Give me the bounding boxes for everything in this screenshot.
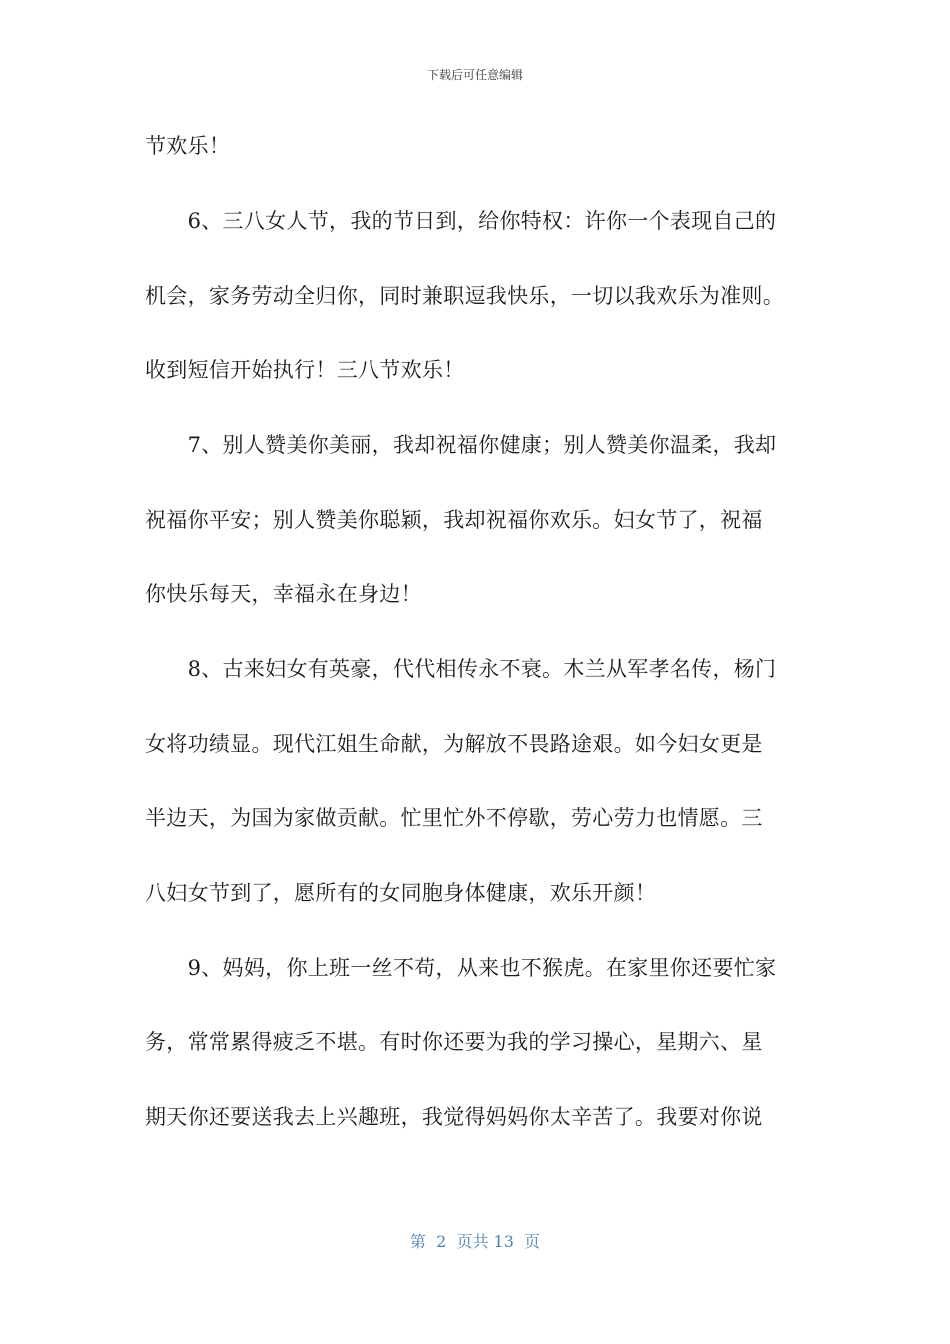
text-line: 期天你还要送我去上兴趣班，我觉得妈妈你太辛苦了。我要对你说 xyxy=(145,1105,763,1129)
text-line: 半边天，为国为家做贡献。忙里忙外不停歇，劳心劳力也情愿。三 xyxy=(145,806,763,830)
text-line: 务，常常累得疲乏不堪。有时你还要为我的学习操心，星期六、星 xyxy=(145,1030,763,1054)
text-line: 祝福你平安；别人赞美你聪颖，我却祝福你欢乐。妇女节了，祝福 xyxy=(145,508,763,532)
page-header: 下载后可任意编辑 xyxy=(426,68,523,82)
text-line: 八妇女节到了，愿所有的女同胞身体健康，欢乐开颜！ xyxy=(145,881,657,905)
text-line: 6、三八女人节，我的节日到，给你特权：许你一个表现自己的 xyxy=(145,209,777,233)
text-line: 9、妈妈，你上班一丝不苟，从来也不猴虎。在家里你还要忙家 xyxy=(145,956,777,980)
text-line: 女将功绩显。现代江姐生命献，为解放不畏路途艰。如今妇女更是 xyxy=(145,732,763,756)
text-line: 你快乐每天，幸福永在身边！ xyxy=(145,582,422,606)
text-line: 节欢乐！ xyxy=(145,134,231,158)
text-line: 7、别人赞美你美丽，我却祝福你健康；别人赞美你温柔，我却 xyxy=(145,433,777,457)
text-line: 机会，家务劳动全归你，同时兼职逗我快乐，一切以我欢乐为准则。 xyxy=(145,284,784,308)
page-number-footer: 第 2 页共 13 页 xyxy=(409,1232,541,1251)
text-line: 收到短信开始执行！三八节欢乐！ xyxy=(145,358,465,382)
text-line: 8、古来妇女有英豪，代代相传永不衰。木兰从军孝名传，杨门 xyxy=(145,657,777,681)
